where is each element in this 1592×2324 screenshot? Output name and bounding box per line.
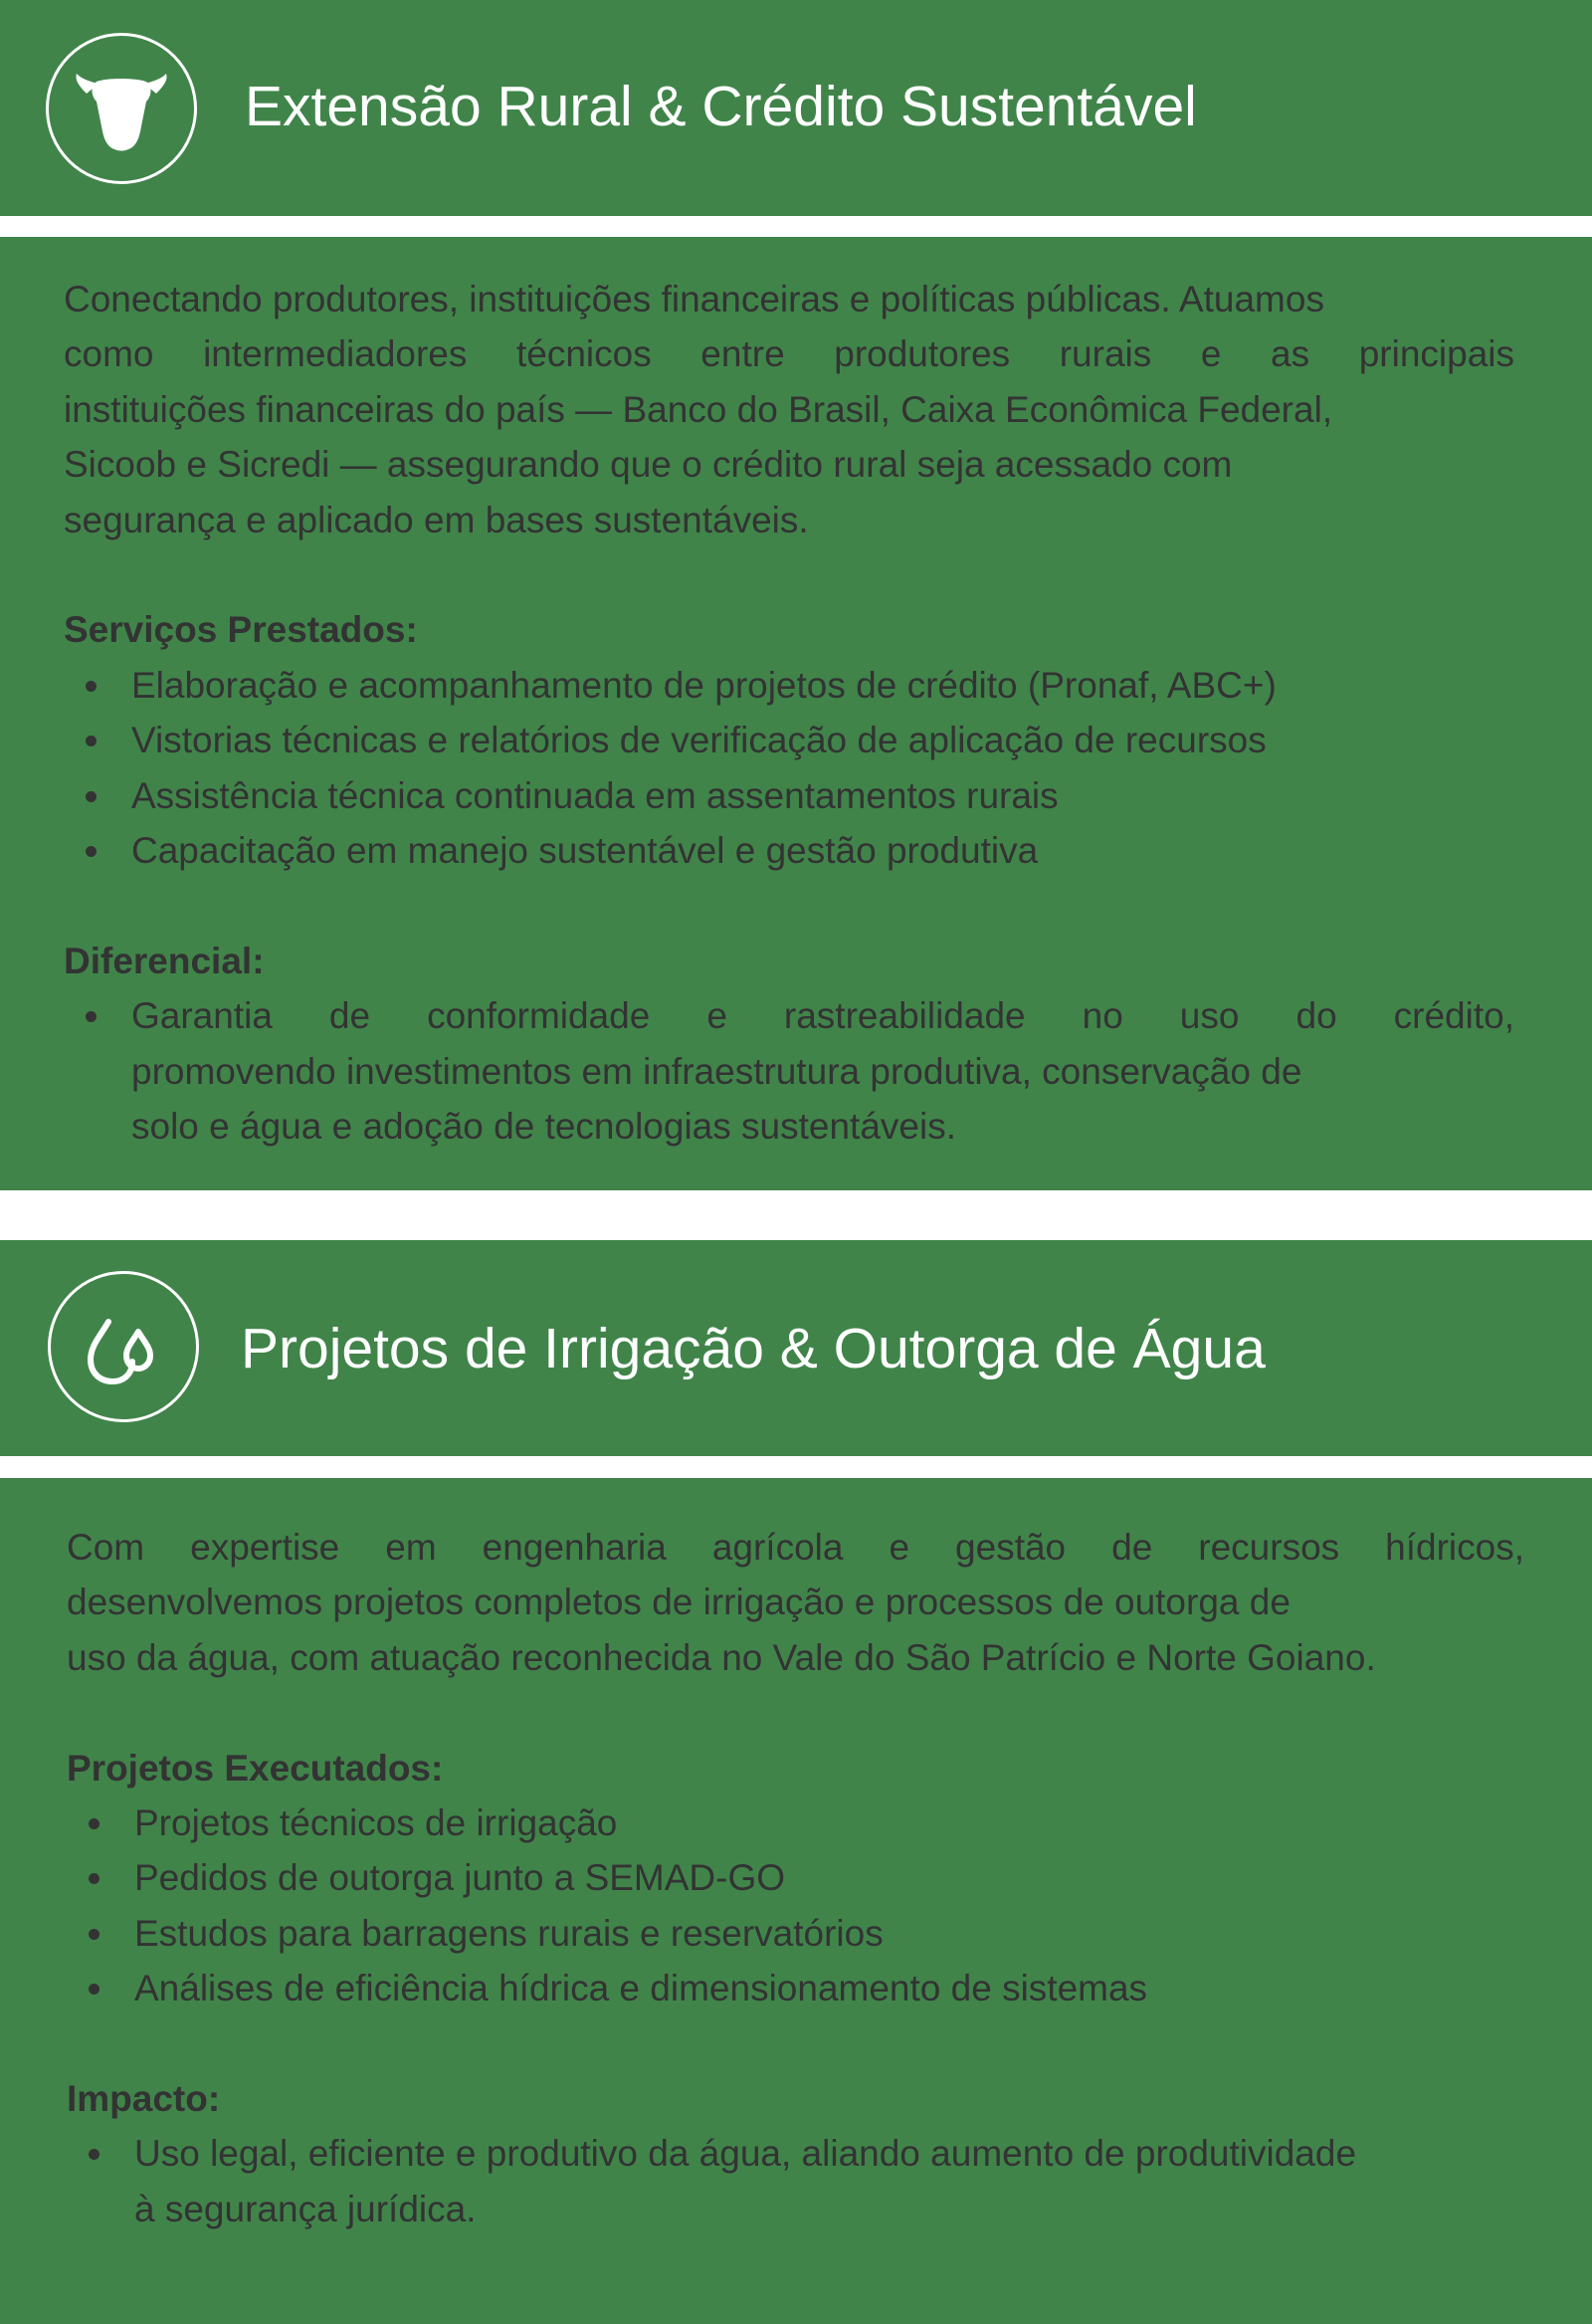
bullet-icon bbox=[89, 1984, 100, 1995]
list-item: Projetos técnicos de irrigação bbox=[67, 1796, 1524, 1850]
section-1-content bbox=[64, 272, 1514, 1154]
section-1-intro-line: como intermediadores técnicos entre produtores rurais e as principais bbox=[64, 333, 1514, 375]
section-1-intro-line: Sicoob e Sicredi — assegurando que o crédito rural seja acessado com bbox=[64, 444, 1233, 486]
section-1-intro-line: Conectando produtores, instituições financeiras e políticas públicas. Atuamos bbox=[64, 279, 1324, 319]
list-item: Estudos para barragens rurais e reservatórios bbox=[67, 1906, 1524, 1961]
list-item: Vistorias técnicas e relatórios de verificação de aplicação de recursos bbox=[64, 713, 1514, 767]
bullet-icon bbox=[86, 736, 97, 746]
bullet-icon bbox=[89, 1929, 100, 1940]
cow-head-icon bbox=[46, 33, 197, 184]
impact-heading: Impacto: bbox=[67, 2078, 221, 2120]
bullet-icon bbox=[86, 791, 97, 802]
list-item: Capacitação em manejo sustentável e gestão produtiva bbox=[64, 823, 1514, 878]
differential-list bbox=[64, 988, 1514, 1154]
bullet-icon bbox=[89, 2149, 100, 2160]
list-item: Análises de eficiência hídrica e dimensionamento de sistemas bbox=[67, 1961, 1524, 2015]
bullet-icon bbox=[86, 1011, 97, 1022]
differential-heading: Diferencial: bbox=[64, 940, 265, 981]
list-item: Elaboração e acompanhamento de projetos de crédito (Pronaf, ABC+) bbox=[64, 658, 1514, 713]
section-2-title: Projetos de Irrigação & Outorga de Água bbox=[241, 1317, 1266, 1380]
section-2-intro-line: Com expertise em engenharia agrícola e gestão de recursos hídricos, bbox=[67, 1527, 1524, 1568]
bullet-icon bbox=[86, 681, 97, 692]
list-item: Assistência técnica continuada em assentamentos rurais bbox=[64, 768, 1514, 823]
section-1-header bbox=[0, 0, 1592, 216]
bullet-icon bbox=[89, 1818, 100, 1829]
projects-list bbox=[67, 1796, 1524, 2016]
services-heading: Serviços Prestados: bbox=[64, 609, 418, 651]
projects-heading: Projetos Executados: bbox=[67, 1747, 444, 1789]
list-item: Pedidos de outorga junto a SEMAD-GO bbox=[67, 1850, 1524, 1905]
list-item: Garantia de conformidade e rastreabilidade no uso do crédito, promovendo investimentos em infraestrutura produtiva, conservação de solo e água e adoção de tecnologias sustentáveis. bbox=[64, 988, 1514, 1154]
services-list bbox=[64, 658, 1514, 879]
section-2-intro-line: uso da água, com atuação reconhecida no Vale do São Patrício e Norte Goiano. bbox=[67, 1636, 1376, 1678]
water-drops-icon bbox=[48, 1271, 199, 1422]
impact-list bbox=[67, 2126, 1524, 2236]
section-1-intro-line: instituições financeiras do país — Banco do Brasil, Caixa Econômica Federal, bbox=[64, 388, 1333, 430]
bullet-icon bbox=[86, 846, 97, 857]
section-1-title: Extensão Rural & Crédito Sustentável bbox=[245, 75, 1197, 138]
section-2-intro-line: desenvolvemos projetos completos de irrigação e processos de outorga de bbox=[67, 1582, 1291, 1623]
bullet-icon bbox=[89, 1873, 100, 1884]
section-1-intro-line: segurança e aplicado em bases sustentáveis. bbox=[64, 499, 809, 540]
section-2-content bbox=[67, 1520, 1524, 2236]
list-item: Uso legal, eficiente e produtivo da água, aliando aumento de produtividade à segurança jurídica. bbox=[67, 2126, 1524, 2236]
